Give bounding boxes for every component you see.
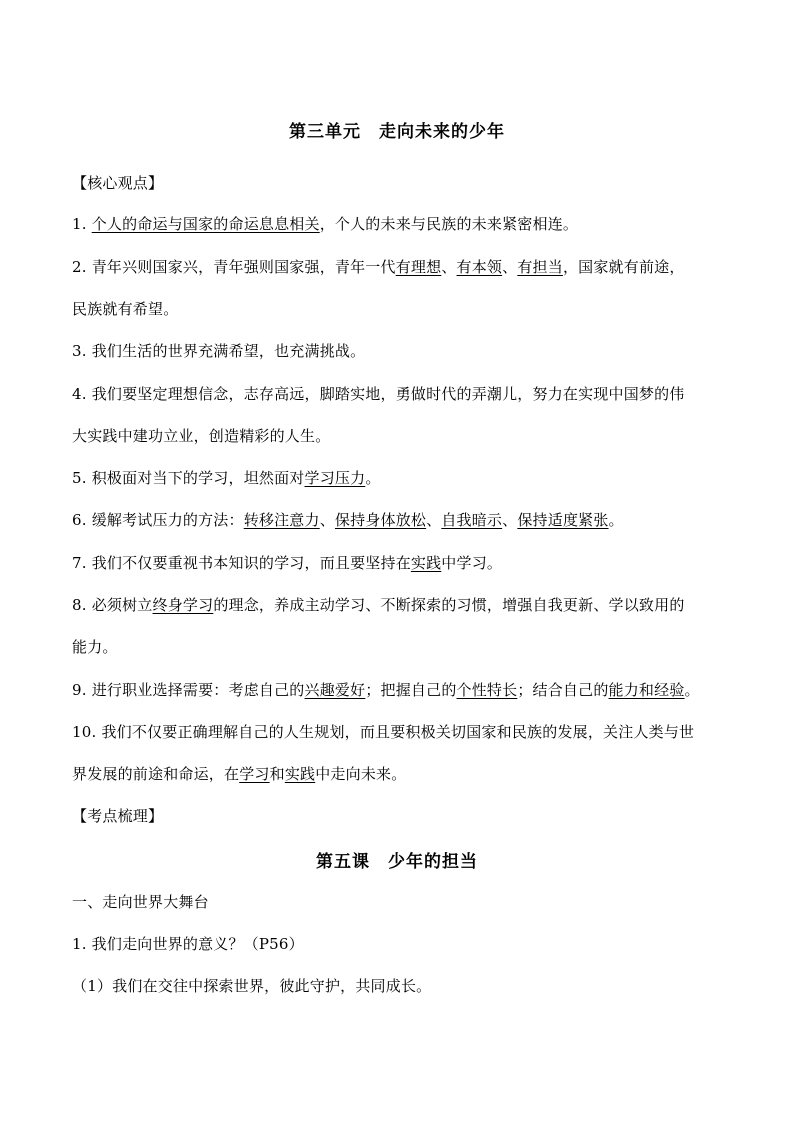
- point-4: 4. 我们要坚定理想信念，志存高远，脚踏实地，勇做时代的弄潮儿，努力在实现中国梦的伟: [72, 385, 685, 403]
- point-number: 5.: [72, 469, 87, 487]
- point-number: 1.: [72, 215, 87, 233]
- underlined-key-phrase: 能力和经验: [608, 681, 685, 699]
- point-9: 9. 进行职业选择需要：考虑自己的兴趣爱好；把握自己的个性特长；结合自己的能力和经验。: [72, 681, 700, 699]
- point-5: 5. 积极面对当下的学习，坦然面对学习压力。: [72, 469, 381, 487]
- underlined-key-phrase: 保持身体放松: [334, 511, 427, 529]
- point-1: 1. 个人的命运与国家的命运息息相关，个人的未来与民族的未来紧密相连。: [72, 215, 579, 233]
- point-8-continuation: 能力。: [72, 638, 118, 656]
- lesson-title: 第五课 少年的担当: [316, 852, 478, 872]
- answer-1: （1）我们在交往中探索世界，彼此守护，共同成长。: [72, 977, 432, 995]
- point-number: 2.: [72, 258, 87, 276]
- point-number: 9.: [72, 681, 87, 699]
- point-10-continuation: 界发展的前途和命运，在学习和实践中走向未来。: [72, 765, 407, 783]
- underlined-key-phrase: 兴趣爱好: [304, 681, 366, 699]
- point-8: 8. 必须树立终身学习的理念，养成主动学习、不断探索的习惯，增强自我更新、学以致用的: [72, 596, 685, 614]
- underlined-key-phrase: 学习压力: [304, 469, 366, 487]
- core-viewpoints-header: 【核心观点】: [72, 174, 164, 192]
- underlined-key-phrase: 实践: [410, 554, 442, 572]
- underlined-key-phrase: 有理想: [395, 258, 442, 276]
- underlined-key-phrase: 终身学习: [152, 596, 214, 614]
- section-heading: 一、走向世界大舞台: [72, 893, 209, 911]
- underlined-key-phrase: 有担当: [517, 258, 563, 276]
- underlined-key-phrase: 保持适度紧张: [517, 511, 609, 529]
- underlined-key-phrase: 自我暗示: [441, 511, 503, 529]
- point-number: 3.: [72, 342, 87, 360]
- underlined-key-phrase: 个性特长: [456, 681, 518, 699]
- underlined-key-phrase: 有本领: [456, 258, 503, 276]
- point-7: 7. 我们不仅要重视书本知识的学习，而且要坚持在实践中学习。: [72, 554, 503, 572]
- point-4-continuation: 大实践中建功立业，创造精彩的人生。: [72, 427, 331, 445]
- underlined-key-phrase: 学习: [239, 765, 270, 783]
- unit-title: 第三单元 走向未来的少年: [289, 122, 505, 142]
- point-number: 8.: [72, 596, 87, 614]
- point-3: 3. 我们生活的世界充满希望，也充满挑战。: [72, 342, 366, 360]
- point-2: 2. 青年兴则国家兴，青年强则国家强，青年一代有理想、有本领、有担当，国家就有前途，: [72, 258, 685, 276]
- point-number: 7.: [72, 554, 87, 572]
- point-number: 6.: [72, 511, 87, 529]
- question-1: 1. 我们走向世界的意义？（P56）: [72, 935, 304, 953]
- point-6: 6. 缓解考试压力的方法：转移注意力、保持身体放松、自我暗示、保持适度紧张。: [72, 511, 624, 529]
- point-number: 10.: [72, 723, 97, 741]
- point-10: 10. 我们不仅要正确理解自己的人生规划，而且要积极关切国家和民族的发展，关注人类与世: [72, 723, 695, 741]
- underlined-key-phrase: 转移注意力: [243, 511, 320, 529]
- point-number: 4.: [72, 385, 87, 403]
- exam-points-header: 【考点梳理】: [72, 807, 164, 825]
- point-2-continuation: 民族就有希望。: [72, 300, 179, 318]
- underlined-key-phrase: 个人的命运与国家的命运息息相关: [91, 215, 320, 233]
- underlined-key-phrase: 实践: [284, 765, 316, 783]
